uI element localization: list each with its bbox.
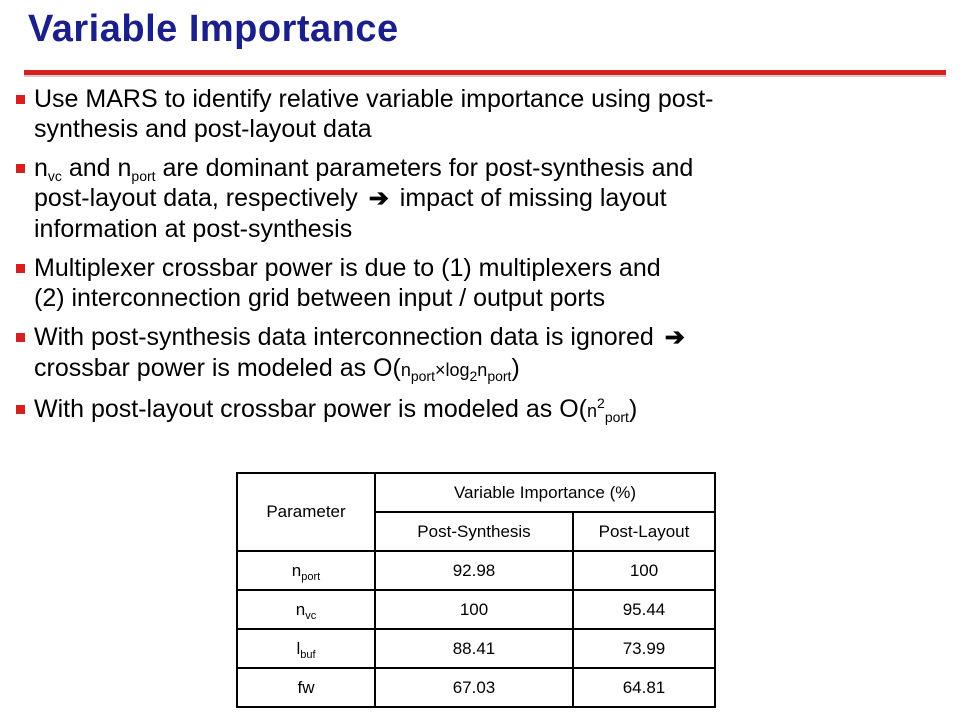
bullet-square-icon — [16, 164, 25, 173]
table-row — [237, 629, 715, 668]
bullet-text: crossbar power is modeled as $O(n_{port}\times\log_2n_{port})$ — [34, 354, 520, 384]
right-arrow-icon: ➔ — [664, 324, 685, 351]
header-group: Variable Importance (%) — [375, 473, 715, 512]
title-divider-shadow — [24, 75, 946, 77]
bullet-text: post-layout data, respectively ➔ impact of missing layout — [34, 184, 667, 212]
value-cell: 73.99 — [573, 629, 715, 668]
table-row — [237, 551, 715, 590]
table-row — [237, 668, 715, 707]
bullet-text: $n_{vc}$ and $n_{port}$ are dominant parameters for post-synthesis and — [34, 154, 694, 184]
complexity-formula: $n_{port}\times\log_2n_{port}$ — [400, 360, 512, 384]
bullet-item — [14, 322, 934, 385]
header-parameter: Parameter — [237, 473, 375, 551]
bullet-text: With post-synthesis data interconnection data is ignored ➔ — [34, 323, 685, 351]
slide-title: Variable Importance — [28, 8, 399, 50]
complexity-formula: $n^2_{port}$ — [587, 395, 629, 425]
header-post-synthesis: Post-Synthesis — [375, 512, 573, 551]
table-row — [237, 590, 715, 629]
value-cell: 64.81 — [573, 668, 715, 707]
bullet-text: (2) interconnection grid between input / output ports — [34, 284, 606, 312]
variable-importance-table — [236, 472, 716, 708]
bullet-square-icon — [16, 405, 25, 414]
bullet-list — [14, 84, 934, 435]
bullet-item — [14, 394, 934, 426]
value-cell: 67.03 — [375, 668, 573, 707]
param-cell: $n_{port}$ — [237, 551, 375, 590]
param-cell: $l_{buf}$ — [237, 629, 375, 668]
value-cell: 100 — [375, 590, 573, 629]
bullet-text: Multiplexer crossbar power is due to (1) multiplexers and — [34, 254, 661, 282]
bullet-text: Use MARS to identify relative variable importance using post- — [34, 85, 714, 113]
bullet-text: With post-layout crossbar power is modeled as $O(n^2_{port})$ — [34, 395, 638, 425]
bullet-item — [14, 153, 934, 244]
bullet-square-icon — [16, 333, 25, 342]
header-post-layout: Post-Layout — [573, 512, 715, 551]
bullet-text: information at post-synthesis — [34, 215, 353, 243]
bullet-item — [14, 253, 934, 313]
value-cell: 92.98 — [375, 551, 573, 590]
right-arrow-icon: ➔ — [368, 185, 389, 212]
bullet-square-icon — [16, 95, 25, 104]
value-cell: 100 — [573, 551, 715, 590]
value-cell: 88.41 — [375, 629, 573, 668]
param-cell: fw — [237, 668, 375, 707]
bullet-item — [14, 84, 934, 144]
bullet-square-icon — [16, 264, 25, 273]
bullet-text: synthesis and post-layout data — [34, 115, 372, 143]
table-header-row — [237, 473, 715, 512]
value-cell: 95.44 — [573, 590, 715, 629]
param-cell: $n_{vc}$ — [237, 590, 375, 629]
